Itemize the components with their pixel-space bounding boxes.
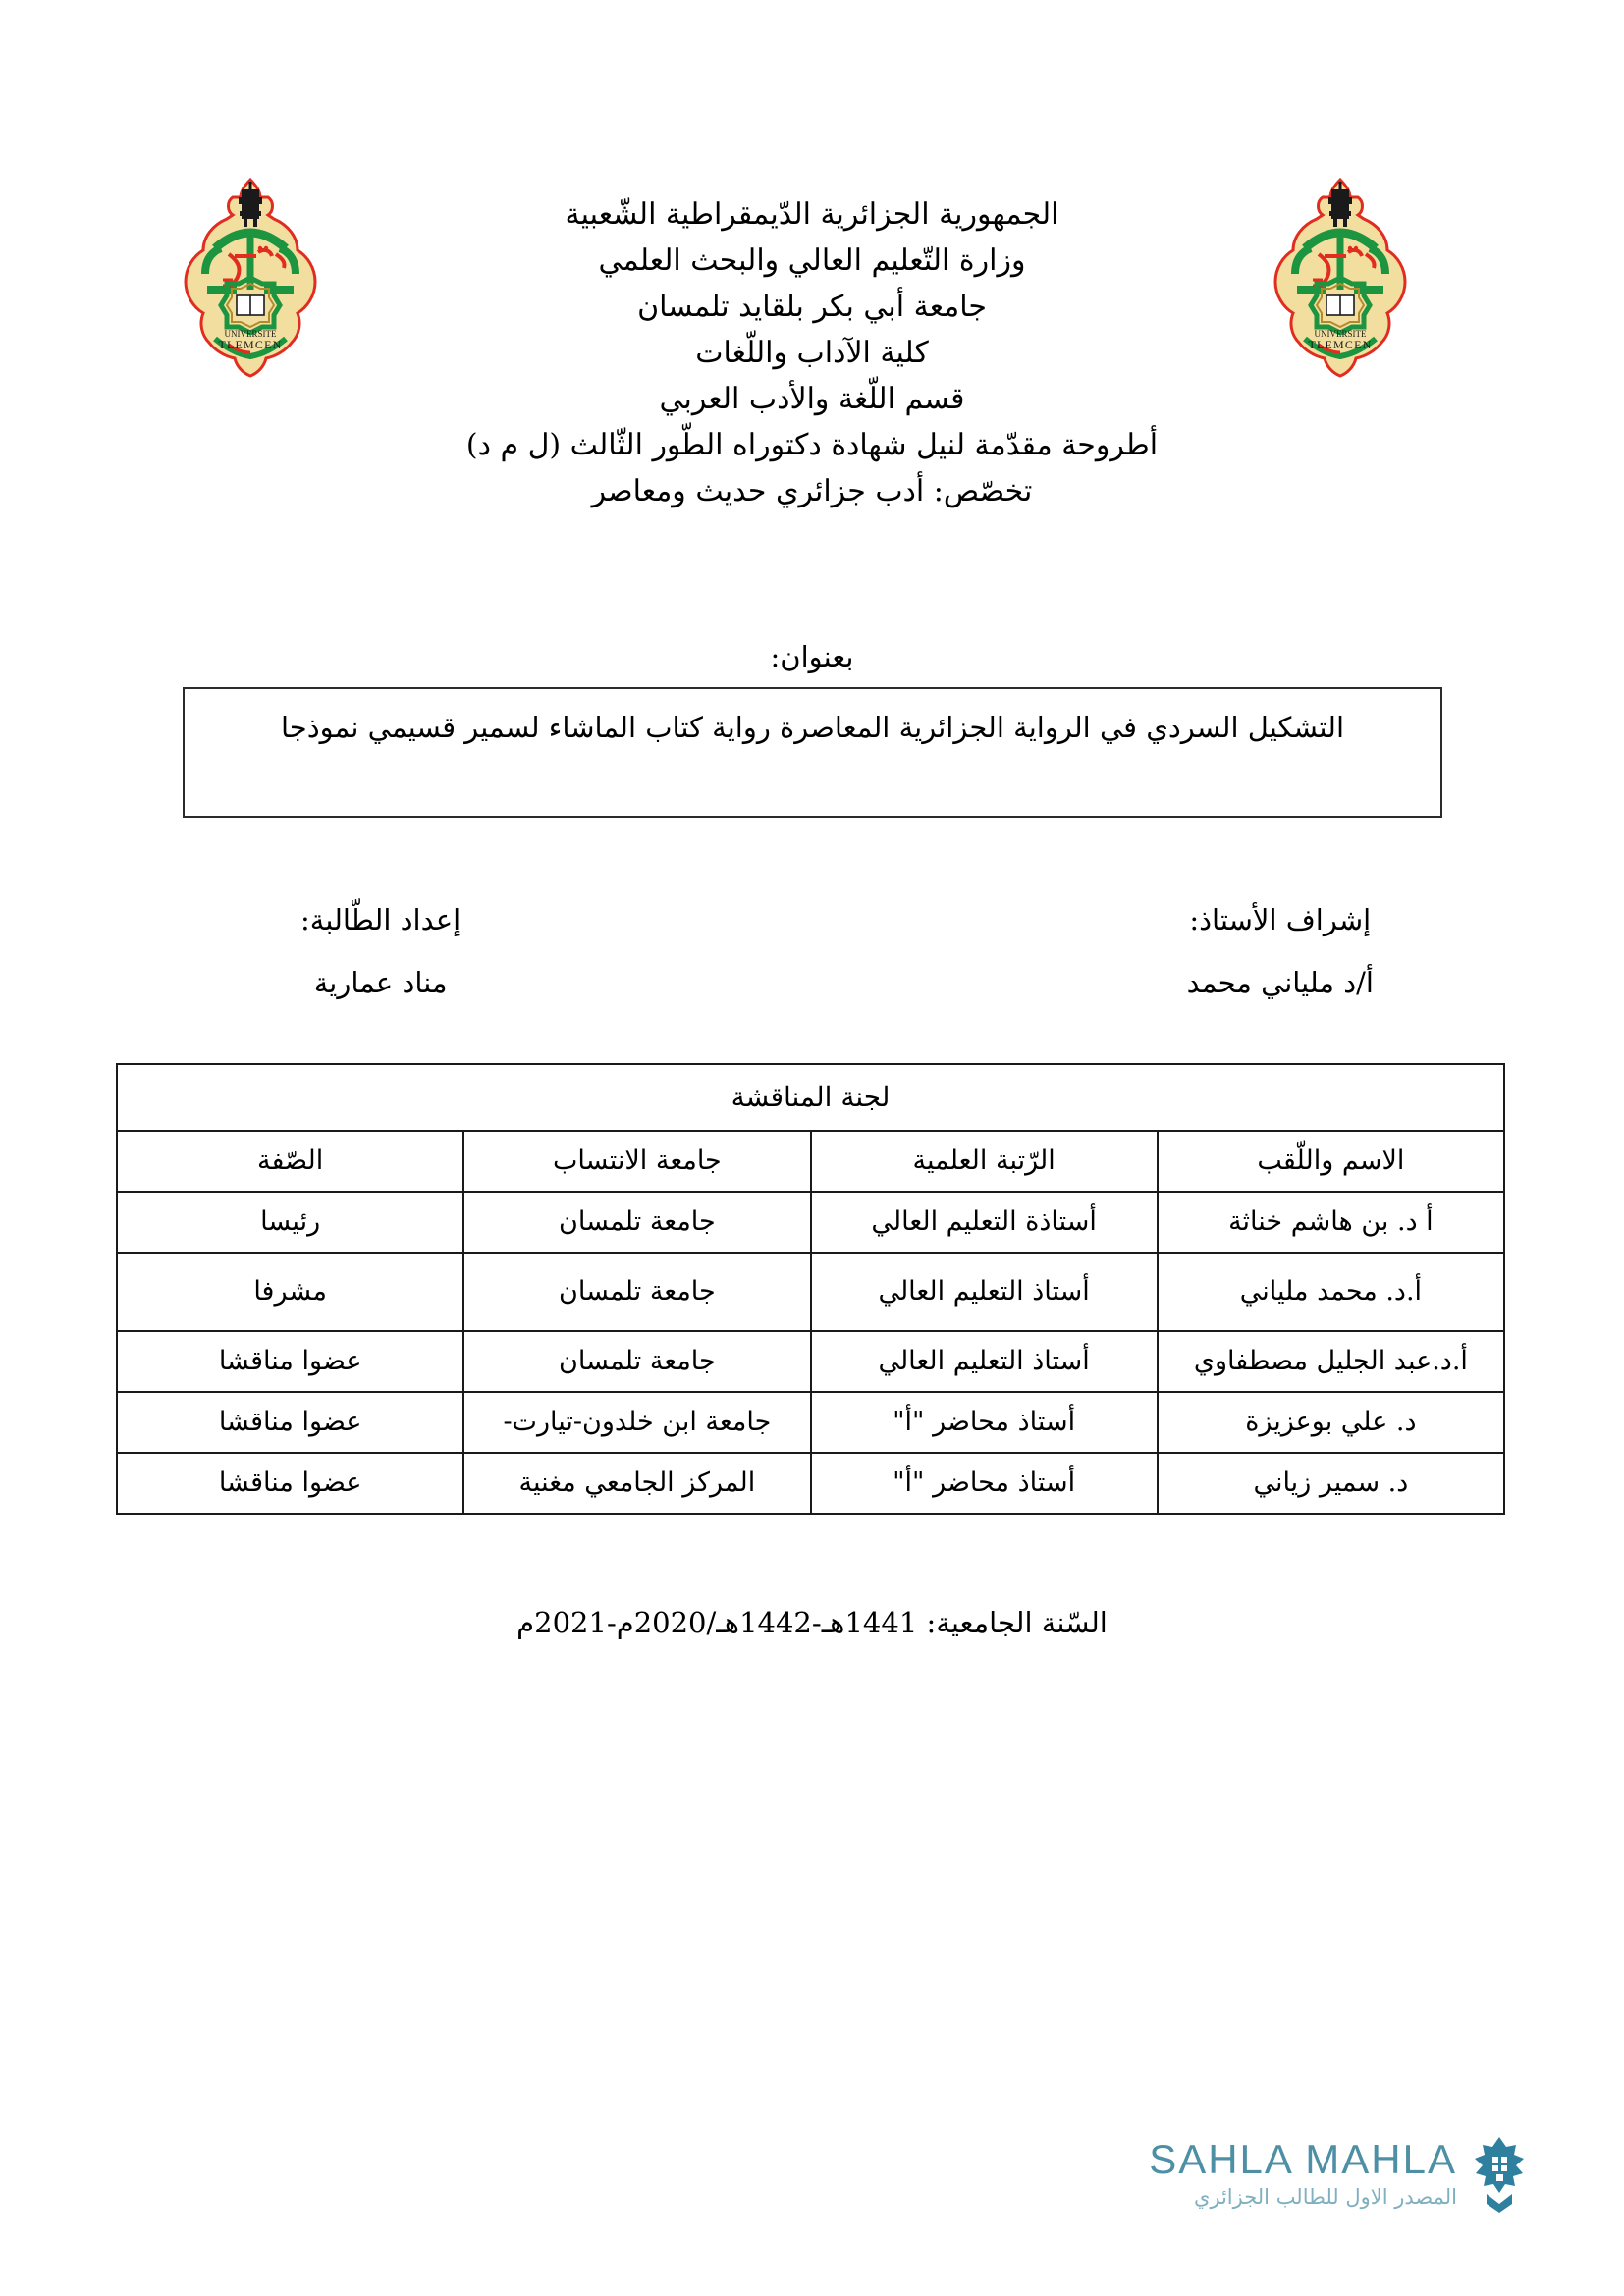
- header-line-specialization: تخصّص: أدب جزائري حديث ومعاصر: [591, 474, 1033, 508]
- cell-rank: أستاذ التعليم العالي: [811, 1253, 1158, 1331]
- header-line-republic: الجمهورية الجزائرية الدّيمقراطية الشّعبية: [565, 197, 1059, 232]
- sahla-mahla-watermark: [1119, 2135, 1532, 2263]
- table-header-row: [117, 1131, 1504, 1192]
- header-name: الاسم واللّقب: [1158, 1131, 1504, 1192]
- cell-university: جامعة تلمسان: [463, 1192, 810, 1253]
- cell-role: عضوا مناقشا: [117, 1392, 463, 1453]
- committee-caption: لجنة المناقشة: [117, 1064, 1504, 1131]
- cell-name: أ.د. محمد ملياني: [1158, 1253, 1504, 1331]
- cell-role: مشرفا: [117, 1253, 463, 1331]
- cell-university: جامعة تلمسان: [463, 1253, 810, 1331]
- header-line-faculty: كلية الآداب واللّغات: [695, 336, 929, 370]
- cell-rank: أستاذة التعليم العالي: [811, 1192, 1158, 1253]
- watermark-tagline: المصدر الاول للطالب الجزائري: [1193, 2185, 1457, 2209]
- emblem-caption-bottom: TLEMCEN: [218, 338, 283, 351]
- emblem-caption-top: UNIVERSITE: [224, 329, 277, 339]
- table-caption-row: [117, 1064, 1504, 1131]
- emblem-caption-top: UNIVERSITE: [1314, 329, 1367, 339]
- table-row: [117, 1331, 1504, 1392]
- cell-role: عضوا مناقشا: [117, 1453, 463, 1514]
- cell-rank: أستاذ التعليم العالي: [811, 1331, 1158, 1392]
- cell-name: د. سمير زياني: [1158, 1453, 1504, 1514]
- sahla-mahla-logo-icon: [1467, 2135, 1532, 2214]
- header-rank: الرّتبة العلمية: [811, 1131, 1158, 1192]
- cell-name: أ.د.عبد الجليل مصطفاوي: [1158, 1331, 1504, 1392]
- cell-role: عضوا مناقشا: [117, 1331, 463, 1392]
- header-role: الصّفة: [117, 1131, 463, 1192]
- emblem-caption-bottom: TLEMCEN: [1308, 338, 1373, 351]
- cell-role: رئيسا: [117, 1192, 463, 1253]
- cell-university: جامعة تلمسان: [463, 1331, 810, 1392]
- authorship-section: [183, 888, 1442, 1014]
- title-label: بعنوان:: [770, 640, 854, 673]
- supervisor-label: إشراف الأستاذ:: [1189, 903, 1372, 936]
- institution-header: [0, 191, 1624, 514]
- cell-name: د. علي بوعزيزة: [1158, 1392, 1504, 1453]
- thesis-title: التشكيل السردي في الرواية الجزائرية المعاصرة رواية كتاب الماشاء لسمير قسيمي نموذجا: [280, 711, 1345, 744]
- thesis-title-box: [183, 687, 1442, 818]
- cell-university: المركز الجامعي مغنية: [463, 1453, 810, 1514]
- cell-rank: أستاذ محاضر "أ": [811, 1453, 1158, 1514]
- student-label: إعداد الطّالبة:: [300, 903, 461, 936]
- supervisor-name: أ/د ملياني محمد: [1186, 966, 1374, 999]
- academic-year: السّنة الجامعية: 1441هـ-1442هـ/2020م-2021م: [516, 1606, 1108, 1639]
- header-university: جامعة الانتساب: [463, 1131, 810, 1192]
- cell-university: جامعة ابن خلدون-تيارت-: [463, 1392, 810, 1453]
- header-line-university: جامعة أبي بكر بلقايد تلمسان: [637, 290, 987, 324]
- table-row: [117, 1453, 1504, 1514]
- cell-rank: أستاذ محاضر "أ": [811, 1392, 1158, 1453]
- header-line-ministry: وزارة التّعليم العالي والبحث العلمي: [598, 243, 1026, 278]
- table-row: [117, 1253, 1504, 1331]
- student-block: [183, 888, 460, 1014]
- table-row: [117, 1392, 1504, 1453]
- cell-name: أ د. بن هاشم خناثة: [1158, 1192, 1504, 1253]
- student-name: مناد عمارية: [313, 966, 448, 999]
- header-line-degree: أطروحة مقدّمة لنيل شهادة دكتوراه الطّور الثّالث (ل م د): [465, 428, 1159, 462]
- header-line-department: قسم اللّغة والأدب العربي: [659, 382, 965, 416]
- committee-table: [116, 1063, 1505, 1515]
- table-row: [117, 1192, 1504, 1253]
- watermark-brand: SAHLA MAHLA: [1149, 2136, 1457, 2182]
- supervisor-block: [1187, 888, 1442, 1014]
